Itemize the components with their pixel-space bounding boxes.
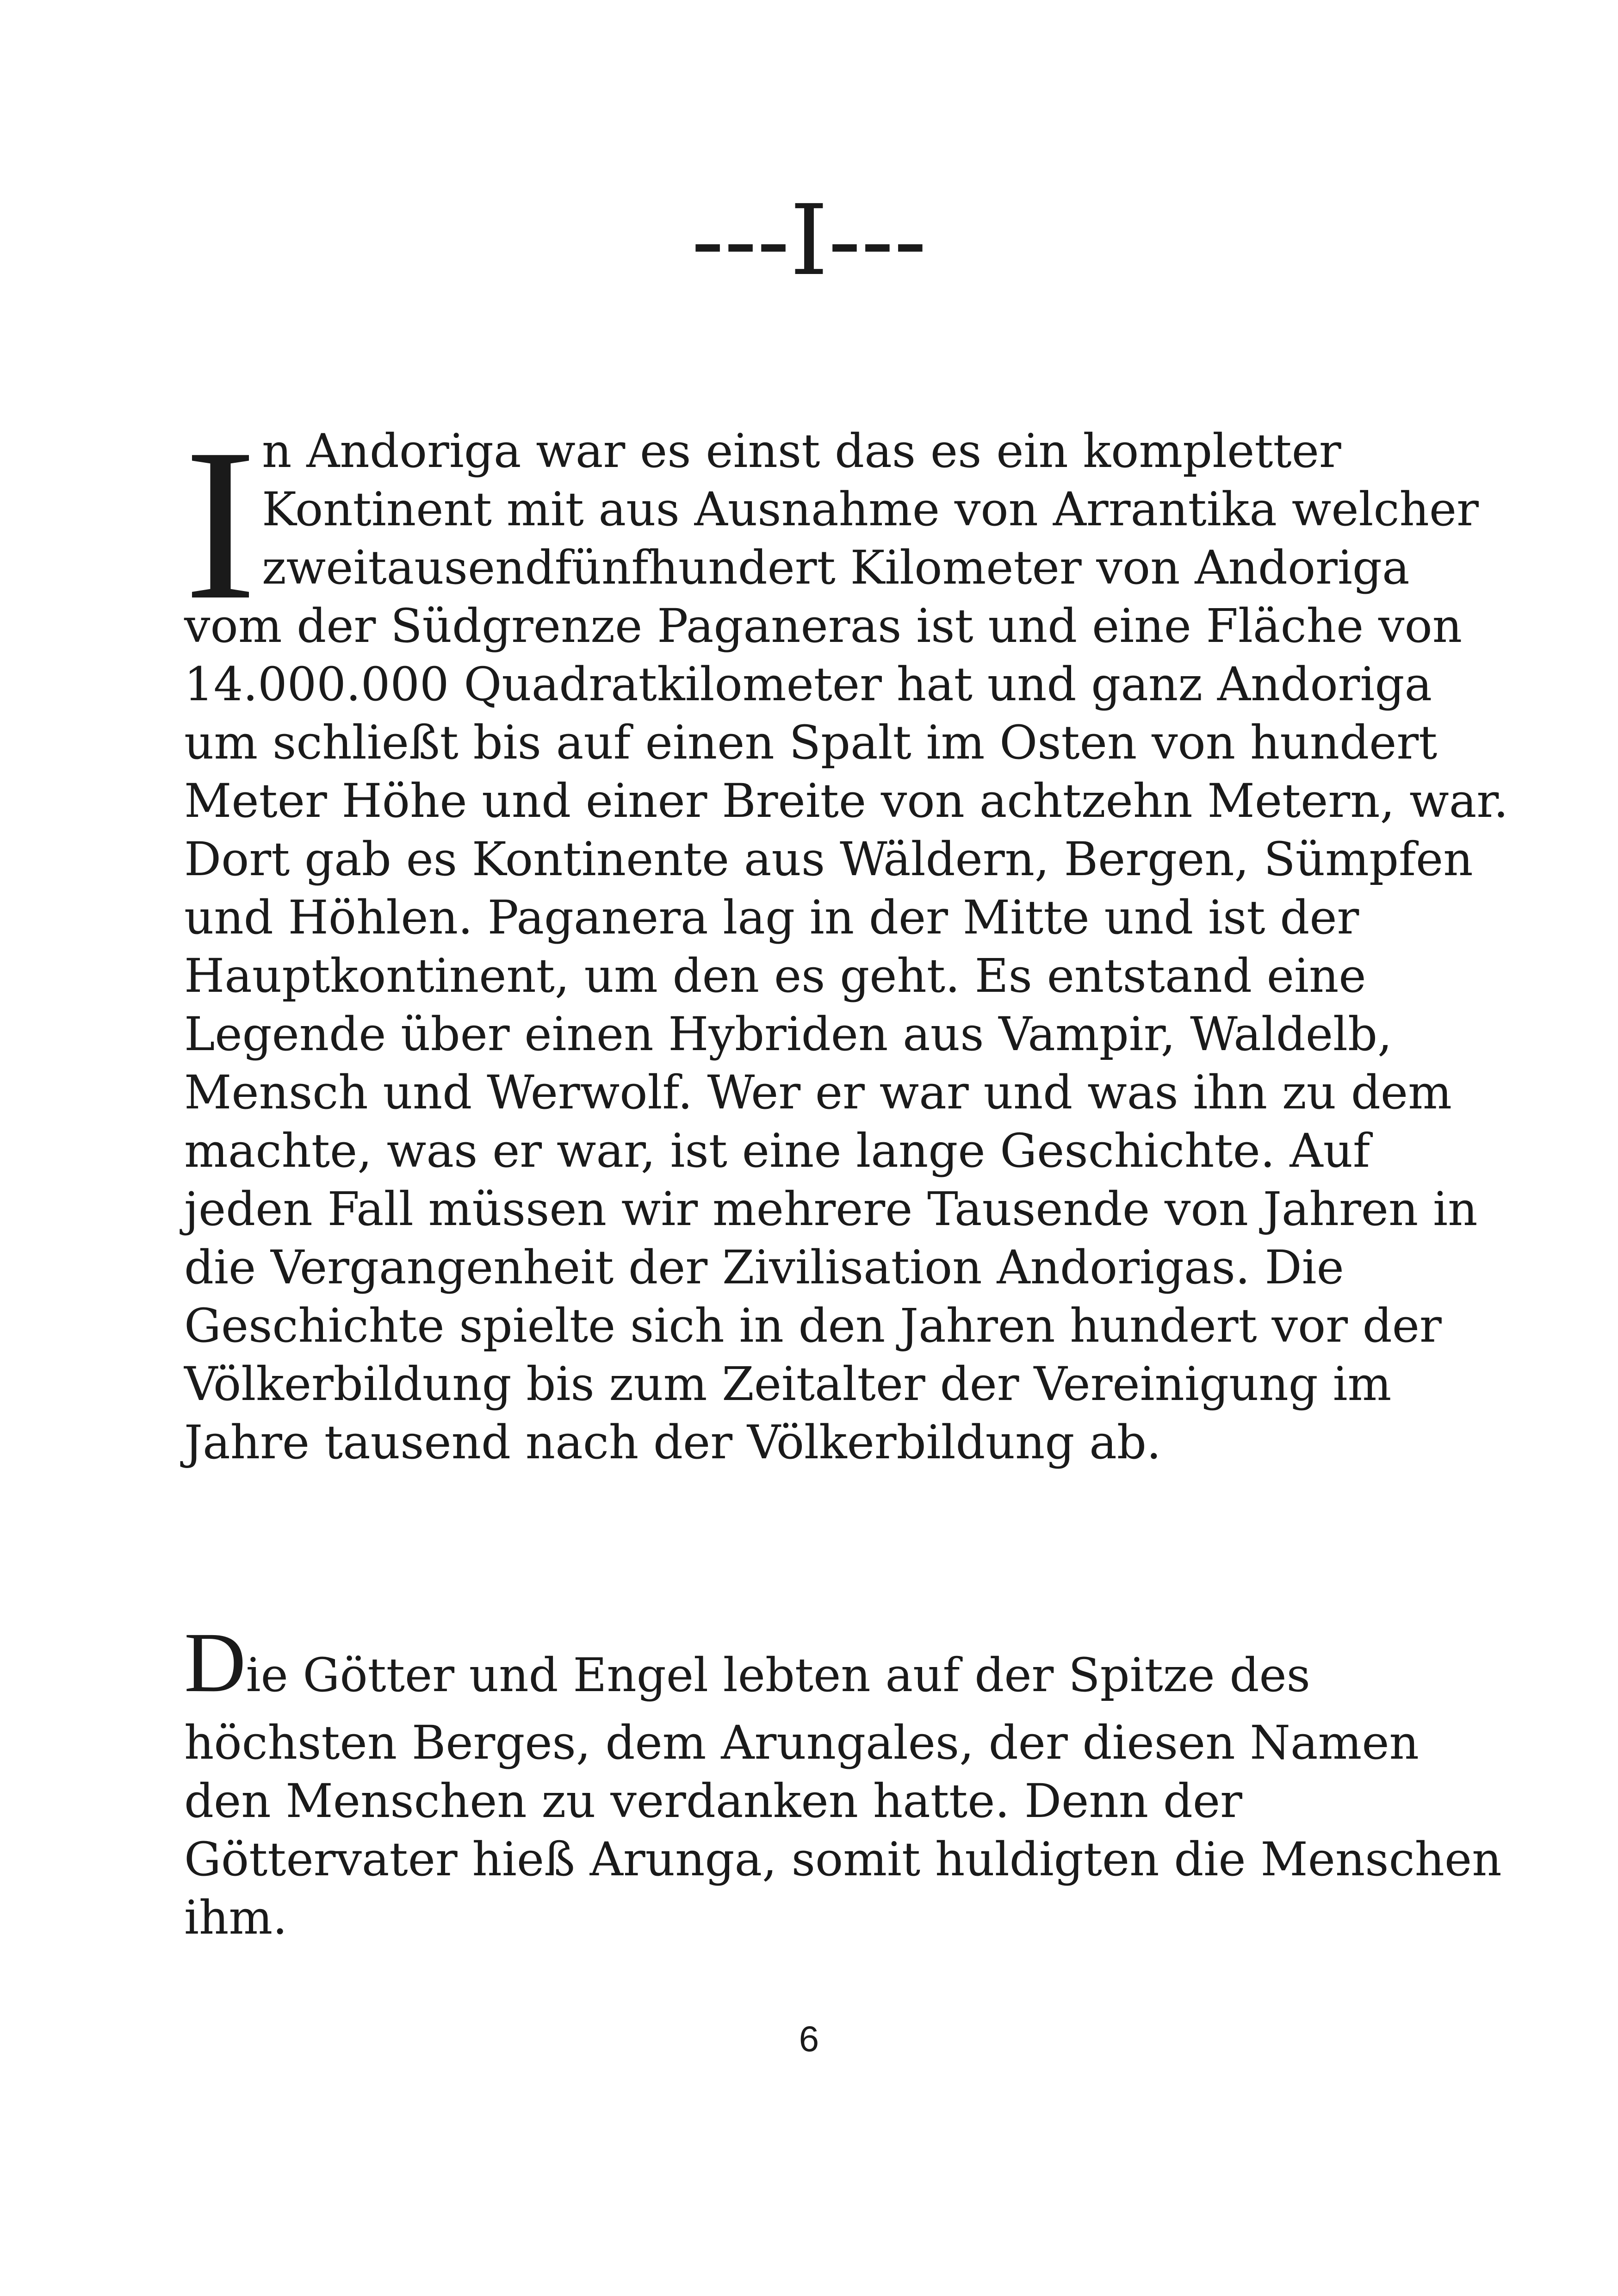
paragraph-1-line: zweitausendfünfhundert Kilometer von Andoriga <box>262 541 1410 595</box>
page-number: 6 <box>799 2018 819 2059</box>
paragraph-1-line: Hauptkontinent, um den es geht. Es entstand eine <box>184 949 1366 1003</box>
chapter-title: ---I--- <box>691 184 927 297</box>
paragraph-1-line: Mensch und Werwolf. Wer er war und was ihn zu dem <box>184 1065 1452 1120</box>
paragraph-1-line: machte, was er war, ist eine lange Geschichte. Auf <box>184 1124 1370 1178</box>
paragraph-1-line: vom der Südgrenze Paganeras ist und eine Fläche von <box>184 599 1463 653</box>
paragraph-1-line: die Vergangenheit der Zivilisation Andorigas. Die <box>184 1240 1344 1294</box>
paragraph-1-line: Kontinent mit aus Ausnahme von Arrantika welcher <box>262 482 1479 536</box>
paragraph-1-line: n Andoriga war es einst das es ein kompletter <box>262 424 1341 478</box>
paragraph-1-line: jeden Fall müssen wir mehrere Tausende von Jahren in <box>184 1182 1478 1236</box>
paragraph-1-line: Meter Höhe und einer Breite von achtzehn Metern, war. <box>184 774 1508 828</box>
paragraph-1-line: Völkerbildung bis zum Zeitalter der Vereinigung im <box>184 1357 1392 1411</box>
paragraph-1-line: 14.000.000 Quadratkilometer hat und ganz Andoriga <box>184 657 1432 711</box>
paragraph-1-line: Geschichte spielte sich in den Jahren hundert vor der <box>184 1299 1442 1353</box>
paragraph-2-line: ie Götter und Engel lebten auf der Spitze des <box>246 1648 1310 1702</box>
paragraph-1-line: und Höhlen. Paganera lag in der Mitte und ist der <box>184 890 1359 945</box>
paragraph-1 <box>184 422 1508 1472</box>
drop-cap-paragraph-2: D <box>184 1615 246 1710</box>
paragraph-2-first-line <box>184 1615 1461 1710</box>
paragraph-1-line: Jahre tausend nach der Völkerbildung ab. <box>184 1415 1161 1469</box>
paragraph-2-line: höchsten Berges, dem Arungales, der diesen Namen <box>184 1716 1419 1770</box>
drop-cap-paragraph-1: I <box>184 404 257 645</box>
paragraph-2-line: den Menschen zu verdanken hatte. Denn der <box>184 1774 1242 1828</box>
paragraph-1-line: Legende über einen Hybriden aus Vampir, Waldelb, <box>184 1007 1392 1061</box>
paragraph-1-line: Dort gab es Kontinente aus Wäldern, Bergen, Sümpfen <box>184 832 1473 886</box>
paragraph-1-line: um schließt bis auf einen Spalt im Osten von hundert <box>184 716 1438 770</box>
paragraph-2-line: Göttervater hieß Arunga, somit huldigten die Menschen <box>184 1832 1502 1886</box>
paragraph-2 <box>184 1615 1502 1947</box>
paragraph-2-line: ihm. <box>184 1891 287 1945</box>
